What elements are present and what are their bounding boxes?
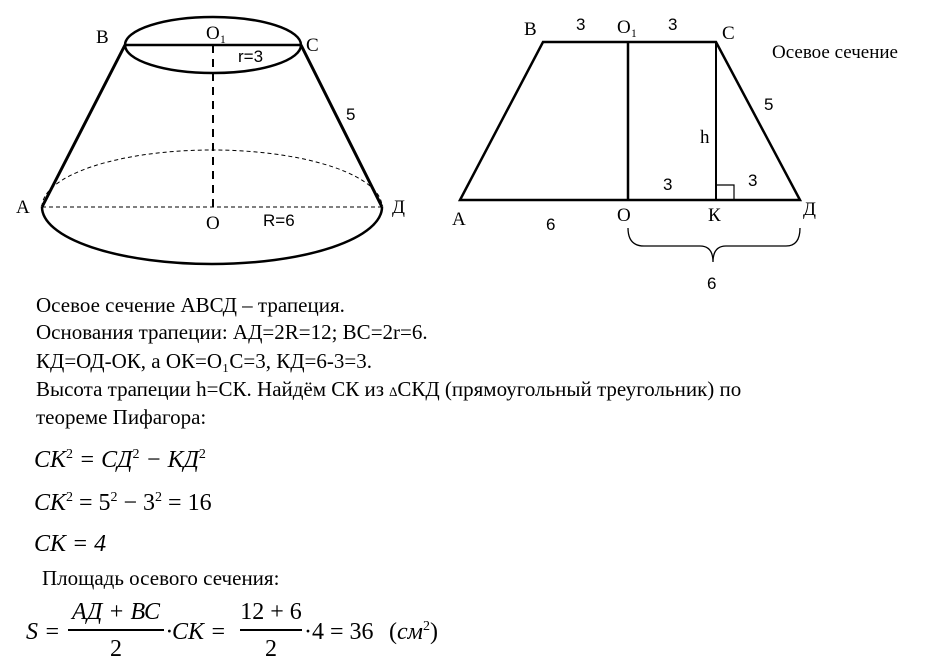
text-line-2: Основания трапеции: АД=2R=12; ВС=2r=6. [36,320,428,344]
f2-five: = 5 [72,490,111,516]
cone-big-radius: R=6 [263,211,295,230]
section-label-b: В [524,19,537,40]
f2-exp-2: 2 [110,490,118,505]
f1-kd: − КД [139,447,199,473]
area-frac2-numerator: 12 + 6 [240,599,302,625]
section-label-h: h [700,127,710,148]
text-line-4-end: СКД (прямоугольный треугольник) по [397,377,742,401]
cone-label-c: С [306,35,319,56]
section-bc-right: 3 [668,15,678,34]
f2-ck: СК [34,490,66,516]
f1-cd: = СД [72,447,133,473]
section-brace-value: 6 [707,274,717,293]
area-tail: ·4 = 36 [304,619,374,645]
cone-left-generator [42,45,125,207]
cone-small-radius: r=3 [238,47,264,66]
formula-pythagoras [34,448,206,472]
area-fraction-1 [68,600,164,661]
text-line-3: КД=ОД-ОК, а ОК=О₁С=3, КД=6-3=3. [36,349,372,373]
text-line-4-start: Высота трапеции h=СК. Найдём СК из [36,377,390,401]
area-s-label: S = [26,619,61,645]
area-unit [389,620,438,644]
section-ok-length: 3 [663,175,673,194]
f1-exp-3: 2 [198,447,206,462]
section-kd-length: 3 [748,171,758,190]
text-line-4 [36,379,741,400]
f2-three: − 3 [117,490,156,516]
section-label-d: Д [803,199,816,220]
right-angle-mark [716,185,734,200]
area-frac2-bar [240,629,302,631]
area-frac1-denominator: 2 [110,635,122,662]
f1-exp-1: 2 [65,447,73,462]
text-line-1: Осевое сечение АВСД – трапеция. [36,293,345,317]
area-frac2-denominator: 2 [265,635,277,662]
text-line-5: теореме Пифагора: [36,405,207,429]
unit-close: ) [429,619,438,645]
f2-exp-1: 2 [65,490,73,505]
triangle-symbol: ∆ [389,384,398,399]
f1-exp-2: 2 [132,447,140,462]
area-mid: ·СК = [166,619,227,645]
brace-od [628,228,800,262]
section-cd-length: 5 [764,95,774,114]
section-caption: Осевое сечение [772,42,898,63]
section-label-k: К [708,205,721,226]
axial-section-figure [460,42,800,262]
area-fraction-2 [240,600,302,661]
cone-label-o: О [206,213,220,234]
cone-slant-length: 5 [346,105,356,124]
unit-cm: см [397,619,423,645]
area-frac1-numerator: АД + ВС [71,599,160,625]
cone-label-o1: О₁ [206,23,227,44]
f2-result: = 16 [162,490,212,516]
cone-right-generator [301,45,382,207]
section-label-c: С [722,23,735,44]
area-caption: Площадь осевого сечения: [42,566,280,590]
unit-open: ( [389,619,397,645]
formula-ck-result: СК = 4 [34,531,107,557]
section-label-a: А [452,209,466,230]
f1-ck: СК [34,447,66,473]
section-label-o1: О₁ [617,17,638,38]
section-label-o: О [617,205,631,226]
unit-exp: 2 [422,619,430,634]
section-bc-left: 3 [576,15,586,34]
f2-exp-3: 2 [155,490,163,505]
cone-label-a: А [16,197,30,218]
area-frac1-bar [68,629,164,631]
formula-numeric [34,491,212,515]
cone-label-b: В [96,27,109,48]
cone-label-d: Д [392,197,405,218]
section-ao-length: 6 [546,215,556,234]
